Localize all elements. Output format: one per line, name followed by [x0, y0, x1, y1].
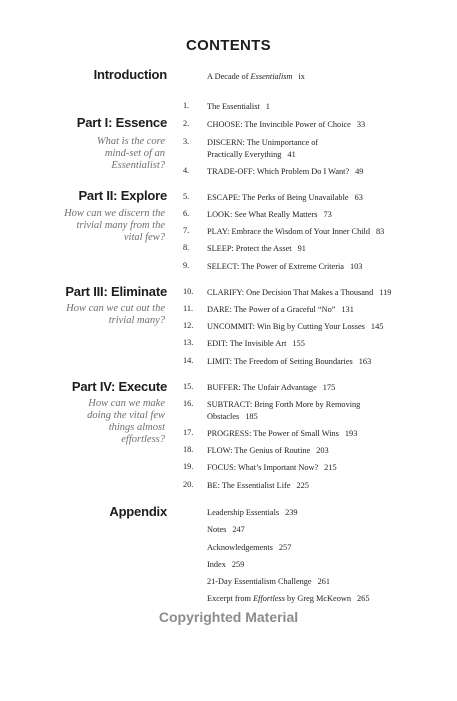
- chapter-title: SUBTRACT: Bring Forth More by Removing Obstacles 185: [207, 400, 361, 421]
- introduction-page: ix: [298, 72, 305, 81]
- part-4-question: How can we make doing the vital few things almost effortless?: [87, 398, 165, 445]
- copyright-watermark: Copyrighted Material: [158, 609, 299, 625]
- chapter-number: 15.: [183, 382, 194, 391]
- chapter-number: 16.: [183, 399, 194, 408]
- appendix-heading: Appendix: [109, 504, 167, 519]
- part-3-question: How can we cut out the trivial many?: [66, 303, 165, 326]
- chapter-number: 14.: [183, 356, 194, 365]
- appendix-item: Index 259: [207, 560, 245, 569]
- chapter-title: LIMIT: The Freedom of Setting Boundaries 163: [207, 357, 372, 366]
- chapter-title: EDIT: The Invisible Art 155: [207, 339, 305, 348]
- chapter-number: 8.: [183, 243, 190, 252]
- chapter-number: 4.: [183, 166, 190, 175]
- chapter-number: 5.: [183, 192, 190, 201]
- chapter-number: 6.: [183, 209, 190, 218]
- chapter-title: FLOW: The Genius of Routine 203: [207, 446, 329, 455]
- chapter-title: PLAY: Embrace the Wisdom of Your Inner Child 83: [207, 227, 385, 236]
- chapter-number: 9.: [183, 261, 190, 270]
- chapter-number: 3.: [183, 137, 190, 146]
- chapter-number: 20.: [183, 480, 194, 489]
- chapter-number: 19.: [183, 462, 194, 471]
- chapter-title: ESCAPE: The Perks of Being Unavailable 63: [207, 193, 363, 202]
- introduction-entry: [207, 71, 305, 83]
- chapter-title: CLARIFY: One Decision That Makes a Thousand 119: [207, 288, 392, 297]
- appendix-item: Notes 247: [207, 525, 245, 534]
- chapter-title: FOCUS: What’s Important Now? 215: [207, 463, 337, 472]
- appendix-item: Leadership Essentials 239: [207, 508, 298, 517]
- chapter-title: SELECT: The Power of Extreme Criteria 103: [207, 262, 363, 271]
- introduction-text-italic: Essentialism: [250, 72, 293, 81]
- chapter-number: 1.: [183, 101, 190, 110]
- chapter-number: 18.: [183, 445, 194, 454]
- appendix-excerpt: Excerpt from Effortless by Greg McKeown 265: [207, 594, 370, 603]
- chapter-number: 17.: [183, 428, 194, 437]
- contents-title: CONTENTS: [186, 37, 271, 54]
- part-2-question: How can we discern the trivial many from the vital few?: [64, 208, 165, 243]
- part-2-heading: Part II: Explore: [78, 188, 167, 203]
- chapter-title: PROGRESS: The Power of Small Wins 193: [207, 429, 358, 438]
- appendix-item: Acknowledgements 257: [207, 543, 292, 552]
- chapter-title: SLEEP: Protect the Asset 91: [207, 244, 306, 253]
- chapter-title: The Essentialist 1: [207, 102, 270, 111]
- chapter-number: 11.: [183, 304, 194, 313]
- chapter-title: TRADE-OFF: Which Problem Do I Want? 49: [207, 167, 364, 176]
- part-1-heading: Part I: Essence: [76, 115, 167, 130]
- chapter-number: 2.: [183, 119, 190, 128]
- chapter-number: 7.: [183, 226, 190, 235]
- part-3-heading: Part III: Eliminate: [65, 284, 167, 299]
- chapter-title: DISCERN: The Unimportance of Practically Everything 41: [207, 138, 319, 159]
- introduction-heading: Introduction: [93, 67, 167, 82]
- appendix-item: 21-Day Essentialism Challenge 261: [207, 577, 331, 586]
- part-1-question: What is the core mind-set of an Essentialist?: [96, 136, 165, 171]
- chapter-title: BE: The Essentialist Life 225: [207, 481, 309, 490]
- chapter-title: DARE: The Power of a Graceful “No” 131: [207, 305, 354, 314]
- part-4-heading: Part IV: Execute: [71, 379, 167, 394]
- introduction-text: A Decade of: [207, 72, 251, 81]
- chapter-number: 12.: [183, 321, 194, 330]
- chapter-number: 10.: [183, 287, 194, 296]
- chapter-number: 13.: [183, 338, 194, 347]
- chapter-title: LOOK: See What Really Matters 73: [207, 210, 332, 219]
- chapter-title: BUFFER: The Unfair Advantage 175: [207, 383, 336, 392]
- chapter-title: UNCOMMIT: Win Big by Cutting Your Losses 145: [207, 322, 384, 331]
- chapter-title: CHOOSE: The Invincible Power of Choice 33: [207, 120, 366, 129]
